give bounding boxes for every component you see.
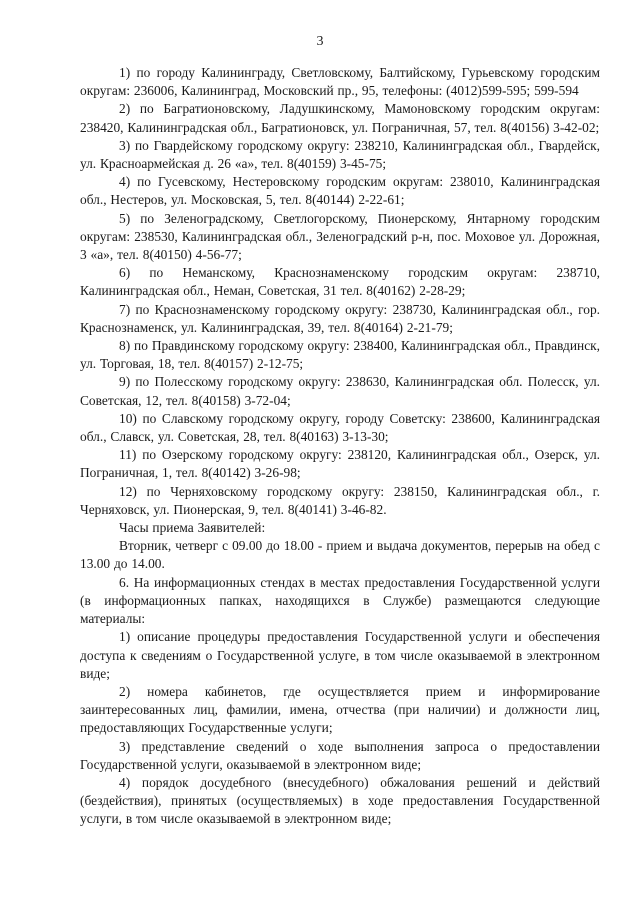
paragraph-office-nesterov: 4) по Гусевскому, Нестеровскому городским округам: 238010, Калининградская обл., Нестеров, ул. Московская, 5, тел. 8(40144) 2-22-61; [80, 174, 600, 208]
paragraph-office-krasnoznamensk: 7) по Краснознаменскому городскому округу: 238730, Калининградская обл., гор. Краснознаменск, ул. Калининградская, 39, тел. 8(40164) 2-21-79; [80, 301, 600, 335]
paragraph-office-neman: 6) по Неманскому, Краснознаменскому городским округам: 238710, Калининградская обл., Неман, Советская, 31 тел. 8(40162) 2-28-29; [80, 265, 600, 299]
paragraph-office-pravdinsk: 8) по Правдинскому городскому округу: 238400, Калининградская обл., Правдинск, ул. Торговая, 18, тел. 8(40157) 2-12-75; [80, 338, 600, 372]
paragraph-item-3: 3) представление сведений о ходе выполнения запроса о предоставлении Государственной услуги, оказываемой в электронном виде; [80, 738, 600, 772]
paragraph-office-gvardeysk: 3) по Гвардейскому городскому округу: 238210, Калининградская обл., Гвардейск, ул. Красноармейская д. 26 «а», тел. 8(40159) 3-45-75; [80, 137, 600, 172]
document-body [80, 64, 600, 829]
paragraph-item-4: 4) порядок досудебного (внесудебного) обжалования решений и действий (бездействия), принятых (осуществляемых) в ходе предоставления Государственной услуги, в том числе оказываемой в электронном виде; [80, 774, 600, 827]
paragraph-office-chernyakhovsk: 12) по Черняховскому городскому округу: 238150, Калининградская обл., г. Черняховск, ул. Пионерская, 9, тел. 8(40141) 3-46-82. [80, 483, 600, 517]
paragraph-reception-hours-heading: Часы приема Заявителей: [119, 520, 266, 536]
paragraph-office-kaliningrad: 1) по городу Калининграду, Светловскому, Балтийскому, Гурьевскому городским округам: 236006, Калининград, Московский пр., 95, телефоны: (4012)599-595; 599-594 [80, 65, 600, 99]
paragraph-office-slavsk: 10) по Славскому городскому округу, городу Советску: 238600, Калининградская обл., Славск, ул. Советская, 28, тел. 8(40163) 3-13-30; [80, 410, 600, 445]
paragraph-office-ozersk: 11) по Озерскому городскому округу: 238120, Калининградская обл., Озерск, ул. Пограничная, 1, тел. 8(40142) 3-26-98; [80, 447, 600, 481]
page-number: 3 [316, 34, 324, 49]
paragraph-reception-hours: Вторник, четверг с 09.00 до 18.00 - прием и выдача документов, перерыв на обед с 13.00 до 14.00. [80, 538, 600, 572]
paragraph-item-2: 2) номера кабинетов, где осуществляется прием и информирование заинтересованных лиц, фамилии, имена, отчества (при наличии) и должности лиц, предоставляющих Государственные услуги; [80, 683, 600, 736]
paragraph-section-6: 6. На информационных стендах в местах предоставления Государственной услуги (в информационных папках, находящихся в Службе) размещаются следующие материалы: [80, 574, 600, 627]
paragraph-office-polessk: 9) по Полесскому городскому округу: 238630, Калининградская обл. Полесск, ул. Советская, 12, тел. 8(40158) 3-72-04; [80, 374, 600, 408]
paragraph-item-1: 1) описание процедуры предоставления Государственной услуги и обеспечения доступа к сведениям о Государственной услуге, в том числе оказываемой в электронном виде; [80, 629, 600, 681]
paragraph-office-bagrationovsk: 2) по Багратионовскому, Ладушкинскому, Мамоновскому городским округам: 238420, Калининградская обл., Багратионовск, ул. Пограничная, 57, тел. 8(40156) 3-42-02; [80, 101, 600, 135]
paragraph-office-zelenogradsk: 5) по Зеленоградскому, Светлогорскому, Пионерскому, Янтарному городским округам: 238530, Калининградская обл., Зеленоградский р-н, пос. Моховое ул. Дорожная, 3 «а», тел. 8(40150) 4-56-77; [80, 210, 600, 263]
